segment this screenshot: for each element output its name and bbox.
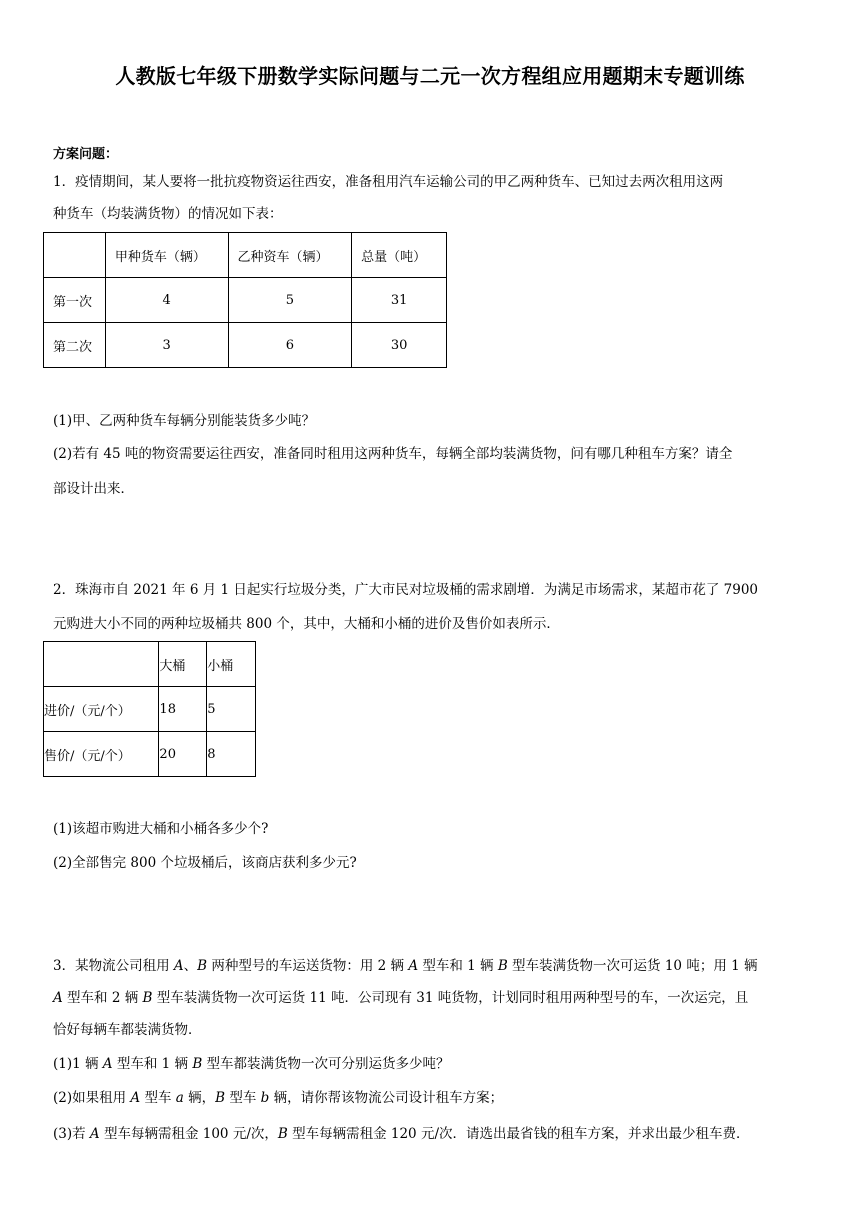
table-header-cell <box>44 233 106 278</box>
variable-A: A <box>130 1090 141 1106</box>
text-run: 型车和 1 辆 <box>418 958 498 974</box>
text-run: 型车 <box>140 1090 176 1106</box>
variable-A: A <box>173 958 184 974</box>
text-run: 型车每辆需租金 120 元/次．请选出最省钱的租车方案，并求出最少租车费． <box>287 1126 750 1142</box>
table-header-cell <box>44 642 159 687</box>
variable-A: A <box>102 1056 113 1072</box>
q1-text-line1: 1．疫情期间，某人要将一批抗疫物资运往西安，准备租用汽车运输公司的甲乙两种货车、已知过去两次租用这两 <box>53 174 724 190</box>
table-cell: 第二次 <box>44 323 106 368</box>
q2-sub1: (1)该超市购进大桶和小桶各多少个? <box>53 821 269 837</box>
table-cell: 第一次 <box>44 278 106 323</box>
table-header-cell: 大桶 <box>159 642 207 687</box>
variable-B: B <box>197 958 208 974</box>
q1-sub2-line1: (2)若有 45 吨的物资需要运往西安，准备同时租用这两种货车，每辆全部均装满货物，问有哪几种租车方案？请全 <box>53 446 733 462</box>
table-cell: 5 <box>207 687 256 732</box>
variable-B: B <box>192 1056 203 1072</box>
text-run: (1)1 辆 <box>53 1056 103 1072</box>
text-run: (3)若 <box>53 1126 90 1142</box>
text-run: 3．某物流公司租用 <box>53 958 174 974</box>
q2-text-line1: 2．珠海市自 2021 年 6 月 1 日起实行垃圾分类，广大市民对垃圾桶的需求剧增．为满足市场需求，某超市花了 7900 <box>53 582 759 598</box>
variable-b: b <box>260 1090 270 1106</box>
variable-A: A <box>89 1126 100 1142</box>
variable-A: A <box>408 958 419 974</box>
text-run: 型车和 2 辆 <box>62 990 143 1006</box>
q3-text-line1 <box>53 956 758 976</box>
table-row <box>44 732 256 777</box>
text-run: 型车装满货物一次可运货 11 吨．公司现有 31 吨货物，计划同时租用两种型号的车，一次运完，且 <box>152 990 749 1006</box>
table-cell: 31 <box>352 278 447 323</box>
q2-table <box>43 641 256 777</box>
text-run: 型车每辆需租金 100 元/次， <box>99 1126 278 1142</box>
variable-A: A <box>53 990 63 1006</box>
variable-a: a <box>175 1090 184 1106</box>
variable-B: B <box>497 958 508 974</box>
text-run: 、 <box>183 958 198 974</box>
q3-sub3 <box>53 1124 750 1144</box>
table-cell: 30 <box>352 323 447 368</box>
variable-B: B <box>277 1126 288 1142</box>
q1-table <box>43 232 447 368</box>
variable-B: B <box>215 1090 226 1106</box>
text-run: 型车装满货物一次可运货 10 吨；用 1 辆 <box>507 958 758 974</box>
variable-B: B <box>142 990 153 1006</box>
q2-sub2: (2)全部售完 800 个垃圾桶后，该商店获利多少元? <box>53 855 357 871</box>
text-run: 型车 <box>225 1090 261 1106</box>
table-header-cell: 甲种货车（辆） <box>105 233 228 278</box>
section-label: 方案问题： <box>53 147 119 162</box>
text-run: 型车都装满货物一次可分别运货多少吨？ <box>202 1056 450 1072</box>
table-row <box>44 278 447 323</box>
table-cell: 进价/（元/个） <box>44 687 159 732</box>
table-cell: 5 <box>228 278 352 323</box>
table-cell: 4 <box>105 278 228 323</box>
text-run: 两种型号的车运送货物：用 2 辆 <box>207 958 409 974</box>
table-cell: 3 <box>105 323 228 368</box>
table-row <box>44 323 447 368</box>
text-run: 辆，请你帮该物流公司设计租车方案； <box>269 1090 504 1106</box>
table-cell: 18 <box>159 687 207 732</box>
table-header-cell: 小桶 <box>207 642 256 687</box>
q1-sub2-line2: 部设计出来． <box>53 481 134 497</box>
q2-text-line2: 元购进大小不同的两种垃圾桶共 800 个，其中，大桶和小桶的进价及售价如表所示． <box>53 616 560 632</box>
table-header-row <box>44 233 447 278</box>
q1-text-line2: 种货车（均装满货物）的情况如下表： <box>53 206 283 222</box>
table-cell: 8 <box>207 732 256 777</box>
text-run: (2)如果租用 <box>53 1090 131 1106</box>
text-run: 辆， <box>183 1090 216 1106</box>
q3-sub1 <box>53 1054 450 1074</box>
q3-text-line3: 恰好每辆车都装满货物． <box>53 1022 202 1038</box>
table-header-cell: 总量（吨） <box>352 233 447 278</box>
q1-sub1: (1)甲、乙两种货车每辆分别能装货多少吨？ <box>53 413 316 429</box>
table-header-cell: 乙种资车（辆） <box>228 233 352 278</box>
table-header-row <box>44 642 256 687</box>
table-cell: 20 <box>159 732 207 777</box>
table-row <box>44 687 256 732</box>
table-cell: 售价/（元/个） <box>44 732 159 777</box>
page-title: 人教版七年级下册数学实际问题与二元一次方程组应用题期末专题训练 <box>115 64 745 88</box>
table-cell: 6 <box>228 323 352 368</box>
text-run: 型车和 1 辆 <box>112 1056 193 1072</box>
q3-text-line2 <box>53 988 748 1008</box>
q3-sub2 <box>53 1088 503 1108</box>
